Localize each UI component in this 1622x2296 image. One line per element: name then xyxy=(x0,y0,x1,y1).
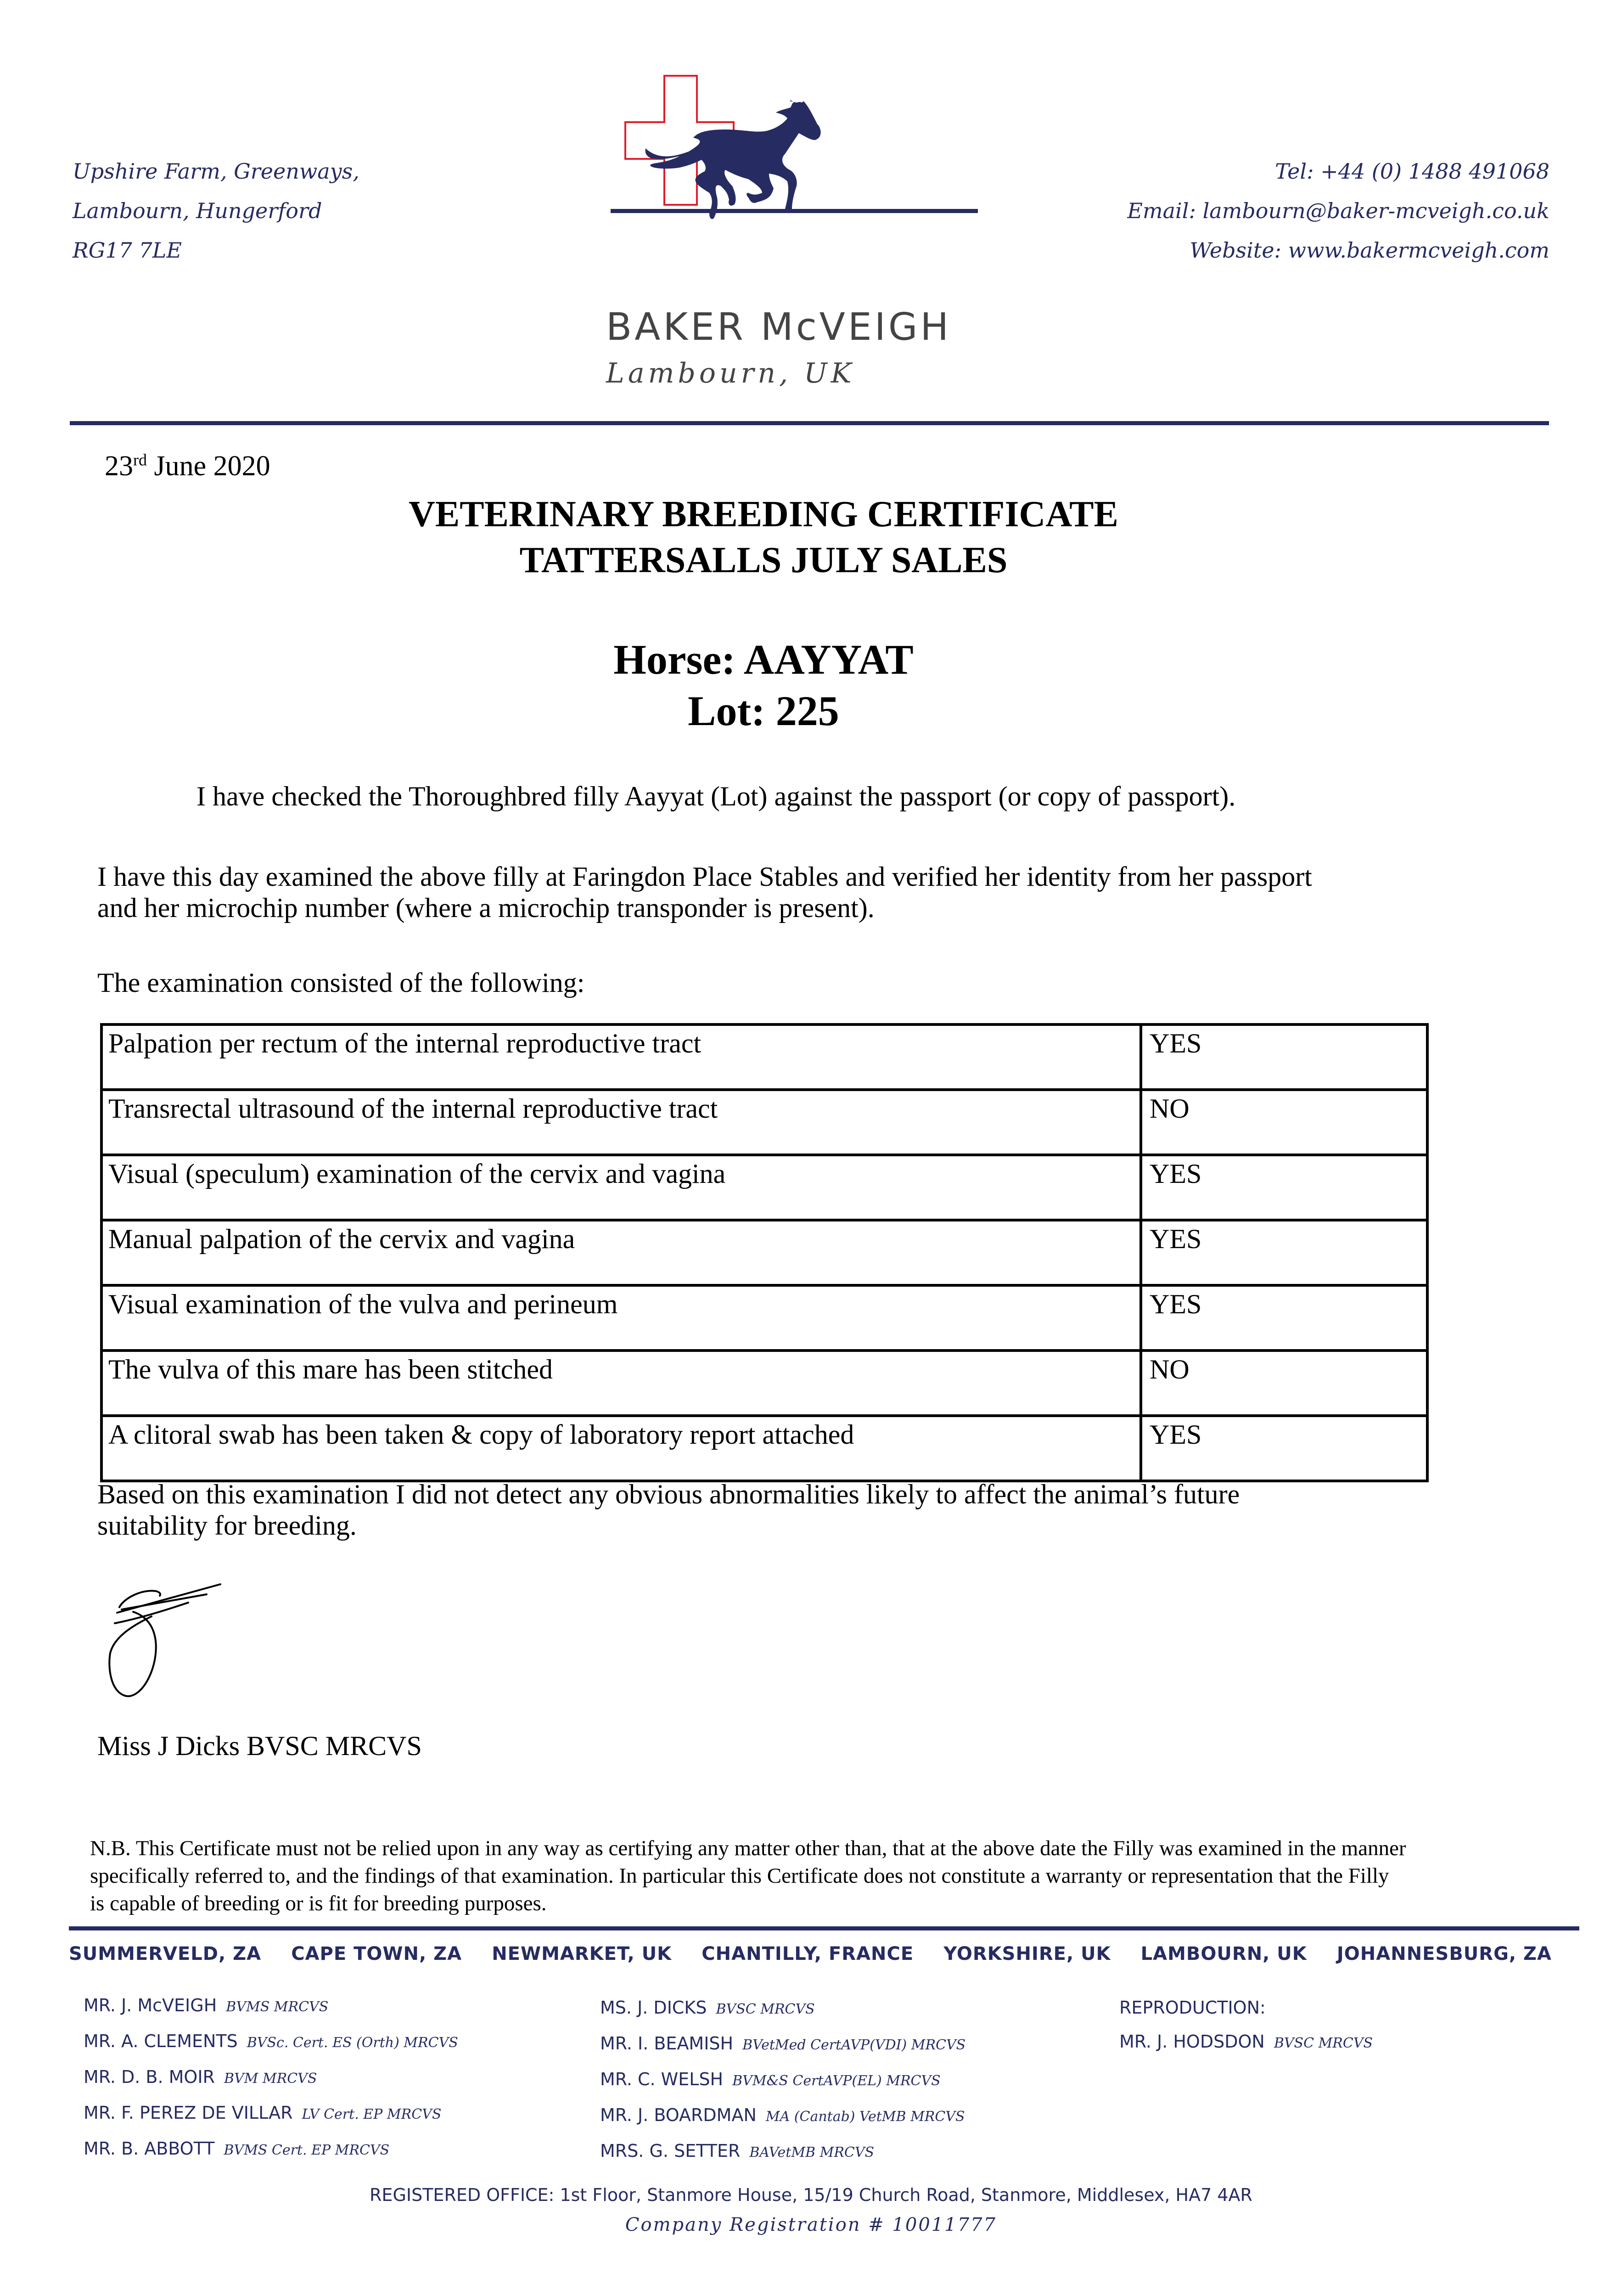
examination-table xyxy=(100,1023,1429,1482)
staff-entry: MR. J. McVEIGH BVMS MRCVS xyxy=(84,1995,329,2015)
exam-result: NO xyxy=(1141,1351,1427,1416)
registered-office: REGISTERED OFFICE: 1st Floor, Stanmore House, 15/19 Church Road, Stanmore, Middlesex, HA7 4AR xyxy=(370,2185,1252,2205)
certificate-title xyxy=(0,491,1527,583)
staff-entry: MR. J. BOARDMAN MA (Cantab) VetMB MRCVS xyxy=(600,2105,965,2125)
lot-number: Lot: 225 xyxy=(688,687,839,734)
address-line-1: Upshire Farm, Greenways, xyxy=(73,159,359,184)
office-locations xyxy=(69,1943,1552,1964)
examination-line-2: and her microchip number (where a microchip transponder is present). xyxy=(97,893,875,923)
exam-result: YES xyxy=(1141,1416,1427,1481)
exam-item: Transrectal ultrasound of the internal reproductive tract xyxy=(101,1090,1141,1155)
exam-result: YES xyxy=(1141,1285,1427,1351)
logo-underline xyxy=(611,209,978,213)
table-row xyxy=(101,1416,1427,1481)
disclaimer-line-2: specifically referred to, and the findings of that examination. In particular this Certificate does not constitute a warranty or representation that the Filly xyxy=(90,1864,1389,1888)
table-row xyxy=(101,1024,1427,1090)
exam-item: A clitoral swab has been taken & copy of laboratory report attached xyxy=(101,1416,1141,1481)
staff-entry: MR. D. B. MOIR BVM MRCVS xyxy=(84,2067,317,2087)
conclusion-paragraph xyxy=(97,1479,1240,1541)
examination-paragraph xyxy=(97,861,1312,923)
company-address xyxy=(73,152,359,270)
exam-result: YES xyxy=(1141,1155,1427,1220)
staff-entry: MR. A. CLEMENTS BVSc. Cert. ES (Orth) MRCVS xyxy=(84,2031,458,2051)
staff-entry: MS. J. DICKS BVSC MRCVS xyxy=(600,1998,815,2018)
address-line-3: RG17 7LE xyxy=(73,238,182,263)
staff-entry: MR. C. WELSH BVM&S CertAVP(EL) MRCVS xyxy=(600,2069,941,2089)
staff-entry: MR. J. HODSDON BVSC MRCVS xyxy=(1119,2032,1373,2052)
location-cape-town: CAPE TOWN, ZA xyxy=(291,1943,462,1964)
location-newmarket: NEWMARKET, UK xyxy=(492,1943,672,1964)
table-row xyxy=(101,1285,1427,1351)
table-row xyxy=(101,1155,1427,1220)
examination-line-1: I have this day examined the above filly at Faringdon Place Stables and verified her identity from her passport xyxy=(97,861,1312,892)
header-divider xyxy=(70,421,1549,425)
footer-divider xyxy=(69,1926,1579,1930)
address-line-2: Lambourn, Hungerford xyxy=(73,198,322,223)
horse-details xyxy=(0,634,1527,737)
conclusion-line-1: Based on this examination I did not detect any obvious abnormalities likely to affect the animal’s future xyxy=(97,1479,1240,1509)
company-logo xyxy=(611,60,1024,409)
brand-name: BAKER McVEIGH xyxy=(606,305,952,349)
location-yorkshire: YORKSHIRE, UK xyxy=(943,1943,1111,1964)
date-suffix: rd xyxy=(133,450,147,469)
exam-item: The vulva of this mare has been stitched xyxy=(101,1351,1141,1416)
horse-name: Horse: AAYYAT xyxy=(613,636,914,683)
location-lambourn: LAMBOURN, UK xyxy=(1140,1943,1307,1964)
telephone: Tel: +44 (0) 1488 491068 xyxy=(1275,159,1549,184)
disclaimer-note xyxy=(90,1835,1605,1917)
location-chantilly: CHANTILLY, FRANCE xyxy=(702,1943,914,1964)
brand-location: Lambourn, UK xyxy=(606,357,855,389)
staff-entry: MRS. G. SETTER BAVetMB MRCVS xyxy=(600,2141,875,2161)
examination-intro: The examination consisted of the following: xyxy=(97,968,585,998)
date-day: 23 xyxy=(105,450,133,482)
staff-entry: MR. I. BEAMISH BVetMed CertAVP(VDI) MRCVS xyxy=(600,2033,966,2054)
passport-check-paragraph: I have checked the Thoroughbred filly Aayyat (Lot) against the passport (or copy of passport). xyxy=(196,781,1236,811)
email-link[interactable]: Email: lambourn@baker-mcveigh.co.uk xyxy=(1127,198,1549,223)
company-registration: Company Registration # 10011777 xyxy=(625,2214,997,2235)
exam-result: YES xyxy=(1141,1220,1427,1285)
title-line-1: VETERINARY BREEDING CERTIFICATE xyxy=(409,494,1118,535)
table-row xyxy=(101,1220,1427,1285)
exam-item: Visual (speculum) examination of the cervix and vagina xyxy=(101,1155,1141,1220)
website-link[interactable]: Website: www.bakermcveigh.com xyxy=(1190,238,1549,263)
certificate-date xyxy=(105,450,270,483)
disclaimer-line-3: is capable of breeding or is fit for breeding purposes. xyxy=(90,1891,547,1915)
date-month-year: June 2020 xyxy=(147,450,270,482)
company-contact xyxy=(1127,152,1549,270)
staff-column-reproduction xyxy=(1119,1991,1373,2060)
staff-column-1 xyxy=(84,1988,458,2167)
exam-item: Manual palpation of the cervix and vagina xyxy=(101,1220,1141,1285)
signature-image xyxy=(96,1580,326,1717)
staff-entry: MR. F. PEREZ DE VILLAR LV Cert. EP MRCVS xyxy=(84,2103,442,2123)
staff-entry: MR. B. ABBOTT BVMS Cert. EP MRCVS xyxy=(84,2138,390,2159)
disclaimer-line-1: N.B. This Certificate must not be relied upon in any way as certifying any matter other than, that at the above date the Filly was examined in the manner xyxy=(90,1836,1406,1860)
title-line-2: TATTERSALLS JULY SALES xyxy=(519,540,1008,580)
location-summerveld: SUMMERVELD, ZA xyxy=(69,1943,262,1964)
exam-result: NO xyxy=(1141,1090,1427,1155)
exam-item: Palpation per rectum of the internal reproductive tract xyxy=(101,1024,1141,1090)
signatory-name: Miss J Dicks BVSC MRCVS xyxy=(97,1731,422,1761)
staff-column-2 xyxy=(600,1991,965,2170)
table-row xyxy=(101,1351,1427,1416)
exam-item: Visual examination of the vulva and perineum xyxy=(101,1285,1141,1351)
exam-result: YES xyxy=(1141,1024,1427,1090)
conclusion-line-2: suitability for breeding. xyxy=(97,1510,357,1541)
reproduction-label: REPRODUCTION: xyxy=(1119,1998,1266,2018)
location-johannesburg: JOHANNESBURG, ZA xyxy=(1336,1943,1552,1964)
table-row xyxy=(101,1090,1427,1155)
galloping-horse-icon xyxy=(611,60,1024,409)
